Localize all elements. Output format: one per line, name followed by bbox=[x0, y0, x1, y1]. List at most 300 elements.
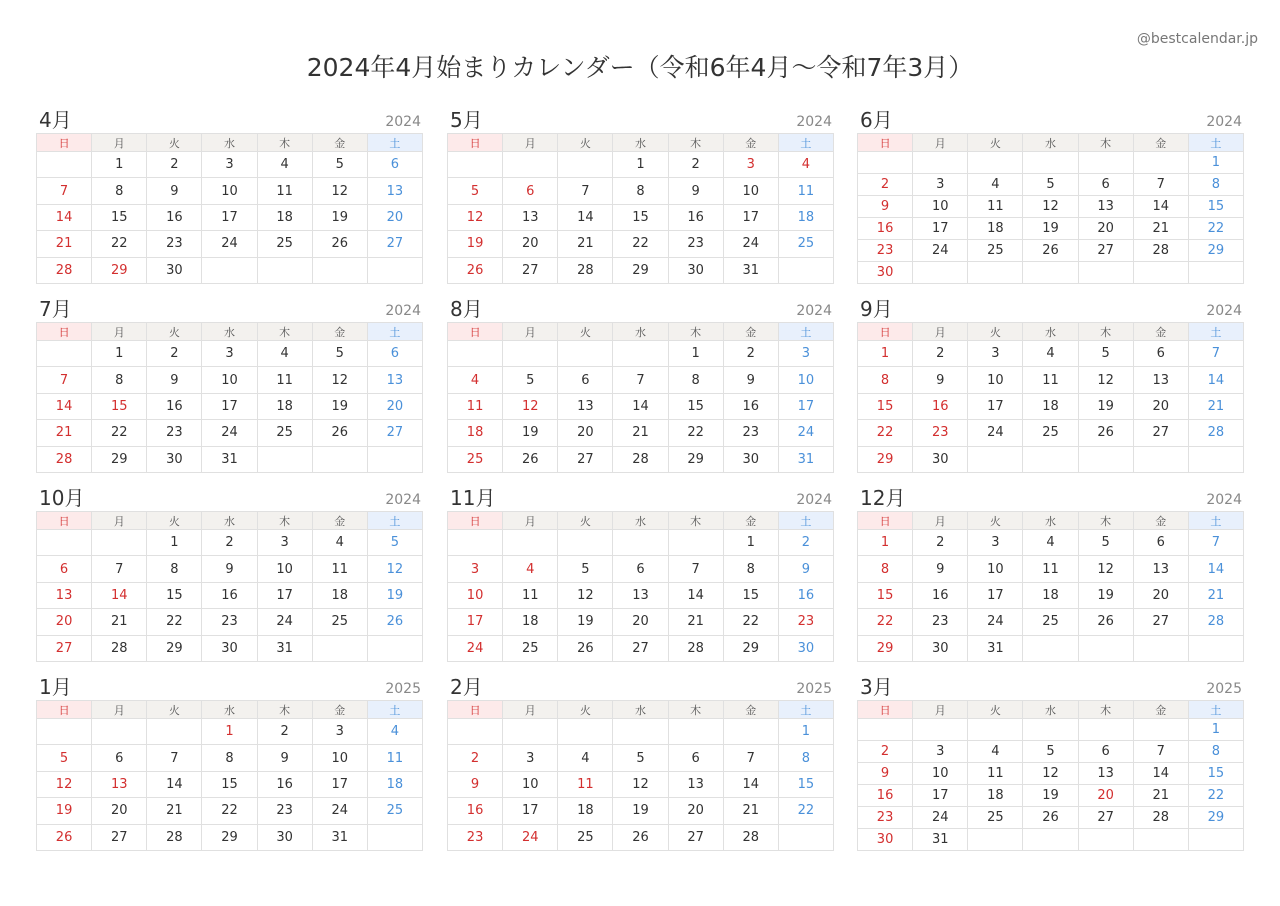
empty-day-cell bbox=[968, 719, 1023, 741]
day-cell: 2 bbox=[669, 152, 724, 178]
day-cell: 31 bbox=[202, 447, 257, 473]
day-cell: 29 bbox=[92, 447, 147, 473]
day-cell: 24 bbox=[202, 420, 257, 446]
weekday-header: 日 bbox=[37, 323, 92, 341]
day-cell: 20 bbox=[92, 798, 147, 824]
day-cell: 22 bbox=[92, 231, 147, 257]
day-cell: 21 bbox=[37, 231, 92, 257]
month-header bbox=[36, 486, 423, 511]
week-row bbox=[858, 763, 1244, 785]
day-cell: 8 bbox=[1189, 174, 1244, 196]
days-grid bbox=[858, 530, 1244, 662]
day-cell: 13 bbox=[503, 205, 558, 231]
day-cell: 19 bbox=[1023, 218, 1078, 240]
week-row bbox=[37, 556, 423, 582]
empty-day-cell bbox=[1134, 636, 1189, 662]
weekday-header: 水 bbox=[613, 701, 668, 719]
day-cell: 30 bbox=[202, 636, 257, 662]
day-cell: 28 bbox=[1134, 240, 1189, 262]
empty-day-cell bbox=[1079, 829, 1134, 851]
day-cell: 12 bbox=[368, 556, 423, 582]
day-cell: 6 bbox=[669, 745, 724, 771]
day-cell: 16 bbox=[724, 394, 779, 420]
weekday-header-row bbox=[858, 134, 1244, 152]
day-cell: 16 bbox=[669, 205, 724, 231]
month-name: 6月 bbox=[860, 108, 893, 132]
day-cell: 20 bbox=[1134, 394, 1189, 420]
empty-day-cell bbox=[1079, 262, 1134, 284]
weekday-header: 火 bbox=[147, 512, 202, 530]
week-row bbox=[448, 772, 834, 798]
weekday-header: 日 bbox=[858, 134, 913, 152]
empty-day-cell bbox=[558, 719, 613, 745]
weekday-header: 火 bbox=[147, 323, 202, 341]
day-cell: 8 bbox=[779, 745, 834, 771]
week-row bbox=[858, 240, 1244, 262]
day-cell: 12 bbox=[37, 772, 92, 798]
weekday-header: 木 bbox=[258, 134, 313, 152]
day-cell: 18 bbox=[448, 420, 503, 446]
day-cell: 14 bbox=[613, 394, 668, 420]
day-cell: 4 bbox=[448, 367, 503, 393]
day-cell: 24 bbox=[724, 231, 779, 257]
day-cell: 27 bbox=[669, 825, 724, 851]
day-cell: 3 bbox=[313, 719, 368, 745]
day-cell: 13 bbox=[368, 178, 423, 204]
empty-day-cell bbox=[1134, 719, 1189, 741]
day-cell: 21 bbox=[92, 609, 147, 635]
day-cell: 7 bbox=[92, 556, 147, 582]
holiday-day-cell: 23 bbox=[779, 609, 834, 635]
day-cell: 7 bbox=[1134, 174, 1189, 196]
week-row bbox=[37, 530, 423, 556]
empty-day-cell bbox=[1189, 636, 1244, 662]
day-cell: 18 bbox=[313, 583, 368, 609]
month-name: 8月 bbox=[450, 297, 483, 321]
day-cell: 10 bbox=[779, 367, 834, 393]
day-cell: 12 bbox=[1079, 556, 1134, 582]
day-cell: 17 bbox=[202, 205, 257, 231]
week-row bbox=[858, 530, 1244, 556]
month-header bbox=[857, 675, 1244, 700]
month-year: 2024 bbox=[385, 492, 421, 508]
month-name: 11月 bbox=[450, 486, 496, 510]
day-cell: 19 bbox=[37, 798, 92, 824]
day-cell: 24 bbox=[968, 420, 1023, 446]
day-cell: 6 bbox=[368, 341, 423, 367]
weekday-header: 土 bbox=[779, 701, 834, 719]
day-cell: 17 bbox=[968, 394, 1023, 420]
day-cell: 11 bbox=[968, 763, 1023, 785]
day-cell: 4 bbox=[1023, 341, 1078, 367]
week-row bbox=[858, 556, 1244, 582]
month-name: 10月 bbox=[39, 486, 85, 510]
empty-day-cell bbox=[147, 719, 202, 745]
day-cell: 25 bbox=[368, 798, 423, 824]
empty-day-cell bbox=[37, 341, 92, 367]
day-cell: 20 bbox=[558, 420, 613, 446]
month-calendar bbox=[857, 108, 1244, 284]
page-title: 2024年4月始まりカレンダー（令和6年4月〜令和7年3月） bbox=[306, 53, 974, 82]
weekday-header: 金 bbox=[1134, 323, 1189, 341]
weekday-header: 水 bbox=[613, 512, 668, 530]
day-cell: 14 bbox=[1134, 763, 1189, 785]
weekday-header: 木 bbox=[1079, 701, 1134, 719]
weekday-header: 木 bbox=[258, 323, 313, 341]
empty-day-cell bbox=[1134, 262, 1189, 284]
day-cell: 25 bbox=[1023, 420, 1078, 446]
weekday-header: 金 bbox=[724, 323, 779, 341]
day-cell: 10 bbox=[968, 367, 1023, 393]
day-cell: 15 bbox=[202, 772, 257, 798]
day-cell: 21 bbox=[558, 231, 613, 257]
week-row bbox=[858, 420, 1244, 446]
day-cell: 28 bbox=[558, 258, 613, 284]
day-cell: 31 bbox=[968, 636, 1023, 662]
day-cell: 22 bbox=[1189, 785, 1244, 807]
day-cell: 9 bbox=[147, 367, 202, 393]
holiday-day-cell: 12 bbox=[503, 394, 558, 420]
weekday-header-row bbox=[448, 323, 834, 341]
day-cell: 22 bbox=[202, 798, 257, 824]
day-cell: 16 bbox=[448, 798, 503, 824]
day-cell: 15 bbox=[858, 583, 913, 609]
month-calendar bbox=[447, 486, 834, 662]
week-row bbox=[858, 447, 1244, 473]
day-cell: 9 bbox=[779, 556, 834, 582]
month-grid bbox=[857, 700, 1244, 851]
weekday-header: 火 bbox=[147, 701, 202, 719]
day-cell: 2 bbox=[779, 530, 834, 556]
empty-day-cell bbox=[1079, 719, 1134, 741]
day-cell: 17 bbox=[448, 609, 503, 635]
month-grid bbox=[36, 322, 423, 473]
day-cell: 26 bbox=[313, 420, 368, 446]
day-cell: 12 bbox=[313, 178, 368, 204]
day-cell: 15 bbox=[147, 583, 202, 609]
weekday-header-row bbox=[858, 701, 1244, 719]
week-row bbox=[858, 785, 1244, 807]
empty-day-cell bbox=[1023, 829, 1078, 851]
weekday-header: 金 bbox=[313, 512, 368, 530]
day-cell: 11 bbox=[258, 367, 313, 393]
day-cell: 27 bbox=[558, 447, 613, 473]
empty-day-cell bbox=[613, 719, 668, 745]
month-year: 2025 bbox=[796, 681, 832, 697]
day-cell: 19 bbox=[448, 231, 503, 257]
month-calendar bbox=[447, 108, 834, 284]
week-row bbox=[448, 341, 834, 367]
day-cell: 27 bbox=[503, 258, 558, 284]
holiday-day-cell: 14 bbox=[92, 583, 147, 609]
week-row bbox=[37, 231, 423, 257]
day-cell: 9 bbox=[724, 367, 779, 393]
day-cell: 15 bbox=[1189, 196, 1244, 218]
day-cell: 8 bbox=[858, 556, 913, 582]
day-cell: 9 bbox=[913, 556, 968, 582]
day-cell: 27 bbox=[1134, 609, 1189, 635]
week-row bbox=[448, 583, 834, 609]
day-cell: 9 bbox=[913, 367, 968, 393]
day-cell: 24 bbox=[968, 609, 1023, 635]
day-cell: 4 bbox=[968, 174, 1023, 196]
empty-day-cell bbox=[1023, 262, 1078, 284]
day-cell: 15 bbox=[779, 772, 834, 798]
day-cell: 26 bbox=[1023, 240, 1078, 262]
week-row bbox=[448, 420, 834, 446]
weekday-header: 土 bbox=[1189, 323, 1244, 341]
day-cell: 6 bbox=[558, 367, 613, 393]
month-name: 5月 bbox=[450, 108, 483, 132]
weekday-header-row bbox=[37, 134, 423, 152]
day-cell: 28 bbox=[147, 825, 202, 851]
day-cell: 20 bbox=[1134, 583, 1189, 609]
day-cell: 24 bbox=[258, 609, 313, 635]
week-row bbox=[858, 152, 1244, 174]
day-cell: 1 bbox=[779, 719, 834, 745]
day-cell: 2 bbox=[858, 174, 913, 196]
empty-day-cell bbox=[313, 636, 368, 662]
empty-day-cell bbox=[669, 530, 724, 556]
day-cell: 29 bbox=[613, 258, 668, 284]
day-cell: 18 bbox=[968, 218, 1023, 240]
day-cell: 19 bbox=[503, 420, 558, 446]
weekday-header: 火 bbox=[558, 701, 613, 719]
month-year: 2024 bbox=[385, 303, 421, 319]
month-calendar bbox=[447, 675, 834, 851]
weekday-header: 日 bbox=[858, 512, 913, 530]
empty-day-cell bbox=[1023, 152, 1078, 174]
week-row bbox=[858, 829, 1244, 851]
week-row bbox=[448, 231, 834, 257]
weekday-header: 月 bbox=[913, 323, 968, 341]
day-cell: 10 bbox=[258, 556, 313, 582]
day-cell: 27 bbox=[368, 420, 423, 446]
empty-day-cell bbox=[1134, 152, 1189, 174]
week-row bbox=[858, 741, 1244, 763]
day-cell: 12 bbox=[448, 205, 503, 231]
weekday-header: 木 bbox=[1079, 512, 1134, 530]
day-cell: 26 bbox=[558, 636, 613, 662]
day-cell: 12 bbox=[613, 772, 668, 798]
day-cell: 25 bbox=[258, 231, 313, 257]
empty-day-cell bbox=[968, 262, 1023, 284]
day-cell: 29 bbox=[1189, 807, 1244, 829]
month-grid bbox=[36, 511, 423, 662]
day-cell: 12 bbox=[1079, 367, 1134, 393]
weekday-header: 土 bbox=[779, 512, 834, 530]
weekday-header: 月 bbox=[92, 323, 147, 341]
empty-day-cell bbox=[37, 719, 92, 745]
weekday-header: 日 bbox=[858, 323, 913, 341]
day-cell: 23 bbox=[147, 231, 202, 257]
day-cell: 8 bbox=[858, 367, 913, 393]
day-cell: 24 bbox=[448, 636, 503, 662]
weekday-header-row bbox=[858, 512, 1244, 530]
day-cell: 26 bbox=[368, 609, 423, 635]
month-header bbox=[857, 486, 1244, 511]
day-cell: 14 bbox=[1189, 556, 1244, 582]
day-cell: 19 bbox=[613, 798, 668, 824]
day-cell: 10 bbox=[202, 367, 257, 393]
day-cell: 31 bbox=[258, 636, 313, 662]
day-cell: 9 bbox=[858, 196, 913, 218]
weekday-header: 日 bbox=[37, 512, 92, 530]
day-cell: 5 bbox=[1023, 174, 1078, 196]
week-row bbox=[37, 609, 423, 635]
week-row bbox=[37, 772, 423, 798]
day-cell: 9 bbox=[448, 772, 503, 798]
month-header bbox=[447, 675, 834, 700]
day-cell: 14 bbox=[37, 205, 92, 231]
day-cell: 14 bbox=[558, 205, 613, 231]
day-cell: 31 bbox=[724, 258, 779, 284]
week-row bbox=[37, 205, 423, 231]
day-cell: 21 bbox=[1189, 394, 1244, 420]
day-cell: 25 bbox=[258, 420, 313, 446]
weekday-header: 土 bbox=[368, 701, 423, 719]
weekday-header: 木 bbox=[669, 512, 724, 530]
weekday-header: 火 bbox=[968, 512, 1023, 530]
day-cell: 17 bbox=[779, 394, 834, 420]
empty-day-cell bbox=[368, 258, 423, 284]
weekday-header: 木 bbox=[669, 701, 724, 719]
day-cell: 25 bbox=[503, 636, 558, 662]
day-cell: 4 bbox=[558, 745, 613, 771]
day-cell: 5 bbox=[1079, 530, 1134, 556]
week-row bbox=[858, 367, 1244, 393]
day-cell: 30 bbox=[913, 447, 968, 473]
day-cell: 13 bbox=[1079, 196, 1134, 218]
day-cell: 8 bbox=[202, 745, 257, 771]
day-cell: 9 bbox=[858, 763, 913, 785]
day-cell: 5 bbox=[1023, 741, 1078, 763]
day-cell: 10 bbox=[202, 178, 257, 204]
day-cell: 15 bbox=[858, 394, 913, 420]
day-cell: 15 bbox=[92, 205, 147, 231]
month-year: 2024 bbox=[796, 492, 832, 508]
day-cell: 25 bbox=[968, 807, 1023, 829]
day-cell: 14 bbox=[669, 583, 724, 609]
weekday-header: 水 bbox=[202, 134, 257, 152]
day-cell: 14 bbox=[147, 772, 202, 798]
day-cell: 4 bbox=[968, 741, 1023, 763]
day-cell: 21 bbox=[147, 798, 202, 824]
day-cell: 6 bbox=[1134, 530, 1189, 556]
weekday-header: 日 bbox=[37, 134, 92, 152]
empty-day-cell bbox=[448, 719, 503, 745]
weekday-header: 金 bbox=[313, 701, 368, 719]
day-cell: 23 bbox=[258, 798, 313, 824]
month-header bbox=[447, 486, 834, 511]
empty-day-cell bbox=[37, 152, 92, 178]
week-row bbox=[37, 447, 423, 473]
day-cell: 24 bbox=[913, 807, 968, 829]
empty-day-cell bbox=[368, 447, 423, 473]
weekday-header: 火 bbox=[558, 323, 613, 341]
day-cell: 22 bbox=[1189, 218, 1244, 240]
week-row bbox=[448, 609, 834, 635]
month-name: 3月 bbox=[860, 675, 893, 699]
month-grid bbox=[36, 133, 423, 284]
day-cell: 1 bbox=[669, 341, 724, 367]
day-cell: 3 bbox=[968, 530, 1023, 556]
holiday-day-cell: 29 bbox=[92, 258, 147, 284]
empty-day-cell bbox=[558, 341, 613, 367]
weekday-header: 金 bbox=[724, 701, 779, 719]
day-cell: 19 bbox=[558, 609, 613, 635]
month-calendar bbox=[857, 675, 1244, 851]
week-row bbox=[37, 367, 423, 393]
weekday-header: 木 bbox=[1079, 323, 1134, 341]
weekday-header-row bbox=[858, 323, 1244, 341]
day-cell: 30 bbox=[669, 258, 724, 284]
day-cell: 4 bbox=[1023, 530, 1078, 556]
days-grid bbox=[448, 152, 834, 284]
day-cell: 5 bbox=[448, 178, 503, 204]
days-grid bbox=[858, 152, 1244, 284]
weekday-header: 水 bbox=[202, 701, 257, 719]
day-cell: 22 bbox=[669, 420, 724, 446]
day-cell: 1 bbox=[858, 341, 913, 367]
days-grid bbox=[448, 530, 834, 662]
empty-day-cell bbox=[1023, 719, 1078, 741]
day-cell: 27 bbox=[1134, 420, 1189, 446]
weekday-header: 金 bbox=[1134, 701, 1189, 719]
day-cell: 17 bbox=[913, 218, 968, 240]
day-cell: 14 bbox=[724, 772, 779, 798]
empty-day-cell bbox=[968, 152, 1023, 174]
week-row bbox=[858, 583, 1244, 609]
weekday-header: 水 bbox=[613, 134, 668, 152]
day-cell: 24 bbox=[313, 798, 368, 824]
week-row bbox=[37, 152, 423, 178]
day-cell: 25 bbox=[448, 447, 503, 473]
day-cell: 4 bbox=[258, 152, 313, 178]
day-cell: 19 bbox=[313, 394, 368, 420]
day-cell: 16 bbox=[913, 583, 968, 609]
day-cell: 21 bbox=[37, 420, 92, 446]
empty-day-cell bbox=[779, 825, 834, 851]
weekday-header-row bbox=[37, 323, 423, 341]
weekday-header: 月 bbox=[92, 701, 147, 719]
day-cell: 26 bbox=[37, 825, 92, 851]
weekday-header: 木 bbox=[669, 134, 724, 152]
week-row bbox=[448, 178, 834, 204]
day-cell: 7 bbox=[669, 556, 724, 582]
month-header bbox=[447, 108, 834, 133]
month-year: 2024 bbox=[385, 114, 421, 130]
weekday-header: 木 bbox=[1079, 134, 1134, 152]
empty-day-cell bbox=[448, 530, 503, 556]
day-cell: 18 bbox=[1023, 583, 1078, 609]
day-cell: 16 bbox=[258, 772, 313, 798]
empty-day-cell bbox=[503, 341, 558, 367]
day-cell: 31 bbox=[779, 447, 834, 473]
day-cell: 26 bbox=[1079, 420, 1134, 446]
day-cell: 23 bbox=[147, 420, 202, 446]
holiday-day-cell: 16 bbox=[913, 394, 968, 420]
day-cell: 18 bbox=[258, 394, 313, 420]
day-cell: 30 bbox=[858, 829, 913, 851]
day-cell: 1 bbox=[858, 530, 913, 556]
month-calendar bbox=[36, 108, 423, 284]
day-cell: 12 bbox=[1023, 763, 1078, 785]
days-grid bbox=[448, 341, 834, 473]
day-cell: 28 bbox=[37, 447, 92, 473]
weekday-header: 火 bbox=[558, 134, 613, 152]
weekday-header: 金 bbox=[313, 323, 368, 341]
